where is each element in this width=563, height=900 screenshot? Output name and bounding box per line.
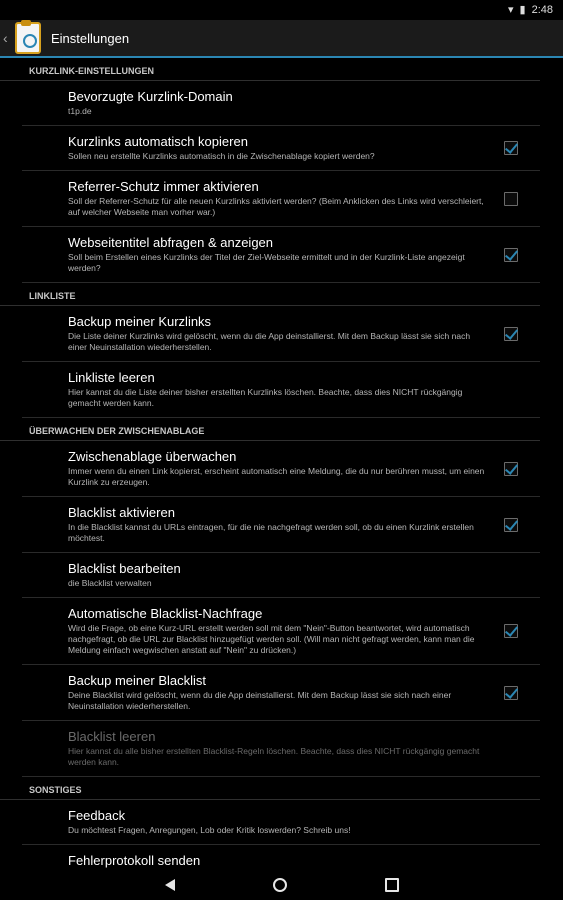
preference-item[interactable] [22, 800, 540, 845]
preference-summary: Deine Blacklist wird gelöscht, wenn du die App deinstallierst. Mit dem Backup lässt sie sich nach einer Neuinstallation wiederherstellen. [68, 690, 452, 711]
preference-summary: Die Liste deiner Kurzlinks wird gelöscht, wenn du die App deinstallierst. Mit dem Backup lässt sie sich nach einer Neuinstallation wiederherstellen. [68, 331, 471, 352]
back-chevron-icon[interactable]: ‹ [3, 30, 8, 46]
checkmark-icon [505, 623, 518, 637]
preference-title: Backup meiner Blacklist [68, 673, 206, 688]
wifi-off-icon: ▾ [507, 4, 514, 16]
checkmark-icon [505, 517, 518, 531]
preference-item[interactable] [22, 306, 540, 362]
preference-item[interactable] [22, 362, 540, 418]
preference-title: Automatische Blacklist-Nachfrage [68, 606, 263, 621]
battery-icon: ▮ [519, 4, 526, 16]
preference-title: Blacklist aktivieren [68, 505, 175, 520]
preference-item[interactable] [22, 845, 540, 870]
preference-title: Fehlerprotokoll senden [68, 853, 201, 868]
preference-summary: Immer wenn du einen Link kopierst, erscheint automatisch eine Meldung, die du nur berühren musst, um einen Kurzlink zu erzeugen. [68, 466, 485, 487]
status-bar [0, 0, 563, 20]
preference-title: Blacklist bearbeiten [68, 561, 181, 576]
app-icon[interactable] [15, 22, 41, 54]
nav-back-icon[interactable] [165, 879, 175, 891]
preference-item[interactable] [22, 553, 540, 598]
preference-summary: Sollen neu erstellte Kurzlinks automatisch in die Zwischenablage kopiert werden? [68, 151, 375, 161]
nav-home-icon[interactable] [273, 878, 287, 892]
preference-title: Bevorzugte Kurzlink-Domain [68, 89, 233, 104]
preference-item[interactable] [22, 598, 540, 665]
preference-title: Referrer-Schutz immer aktivieren [68, 179, 259, 194]
checkbox[interactable] [504, 686, 518, 700]
preference-title: Backup meiner Kurzlinks [68, 314, 212, 329]
preference-item[interactable] [22, 497, 540, 553]
checkbox[interactable] [504, 624, 518, 638]
section-header: SONSTIGES [0, 777, 540, 800]
preference-title: Kurzlinks automatisch kopieren [68, 134, 248, 149]
checkbox[interactable] [504, 248, 518, 262]
checkbox[interactable] [504, 327, 518, 341]
preference-item[interactable] [22, 126, 540, 171]
action-bar [0, 20, 563, 58]
preference-summary: Hier kannst du alle bisher erstellten Blacklist-Regeln löschen. Beachte, dass dies NICHT rückgängig gemacht werden kann. [68, 746, 480, 767]
checkbox[interactable] [504, 192, 518, 206]
preference-title: Blacklist leeren [68, 729, 156, 744]
checkmark-icon [505, 140, 518, 154]
preference-item[interactable] [22, 227, 540, 283]
navigation-bar [0, 870, 563, 900]
settings-list[interactable] [0, 58, 563, 870]
preference-summary: die Blacklist verwalten [68, 578, 152, 588]
nav-recents-icon[interactable] [385, 878, 399, 892]
preference-title: Feedback [68, 808, 126, 823]
checkmark-icon [505, 685, 518, 699]
preference-title: Zwischenablage überwachen [68, 449, 237, 464]
preference-item[interactable] [22, 441, 540, 497]
preference-item[interactable] [22, 665, 540, 721]
section-header: KURZLINK-EINSTELLUNGEN [0, 58, 540, 81]
preference-summary: Wird die Frage, ob eine Kurz-URL erstellt werden soll mit dem "Nein"-Button beantwortet, wird automatisch nachgefragt, ob die URL zur Blacklist hinzugefügt werden soll. (Will man nicht gefragt werden, kann man die Meldung einfach wegwischen anstatt auf "Nein" zu drücken.) [68, 623, 475, 655]
preference-summary: Soll der Referrer-Schutz für alle neuen Kurzlinks aktiviert werden? (Beim Anklicken des Links wird verschleiert, auf welcher Webseite man vorher war.) [68, 196, 484, 217]
checkmark-icon [505, 461, 518, 475]
preference-summary: Du möchtest Fragen, Anregungen, Lob oder Kritik loswerden? Schreib uns! [68, 825, 351, 835]
preference-summary: t1p.de [68, 106, 92, 116]
preference-item[interactable] [22, 171, 540, 227]
checkmark-icon [505, 326, 518, 340]
checkbox[interactable] [504, 462, 518, 476]
section-header: LINKLISTE [0, 283, 540, 306]
preference-title: Linkliste leeren [68, 370, 155, 385]
section-header: ÜBERWACHEN DER ZWISCHENABLAGE [0, 418, 540, 441]
page-title: Einstellungen [51, 30, 130, 46]
checkmark-icon [505, 247, 518, 261]
checkbox[interactable] [504, 518, 518, 532]
preference-item [22, 721, 540, 777]
preference-summary: Hier kannst du die Liste deiner bisher erstellten Kurzlinks löschen. Beachte, dass dies NICHT rückgängig gemacht werden kann. [68, 387, 463, 408]
preference-item[interactable] [22, 81, 540, 126]
checkbox[interactable] [504, 141, 518, 155]
preference-summary: In die Blacklist kannst du URLs eintragen, für die nie nachgefragt werden soll, ob du einen Kurzlink erstellen möchtest. [68, 522, 474, 543]
preference-summary: Soll beim Erstellen eines Kurzlinks der Titel der Ziel-Webseite ermittelt und in der Kurzlink-Liste angezeigt werden? [68, 252, 465, 273]
preference-title: Webseitentitel abfragen & anzeigen [68, 235, 274, 250]
status-time: 2:48 [531, 3, 553, 16]
